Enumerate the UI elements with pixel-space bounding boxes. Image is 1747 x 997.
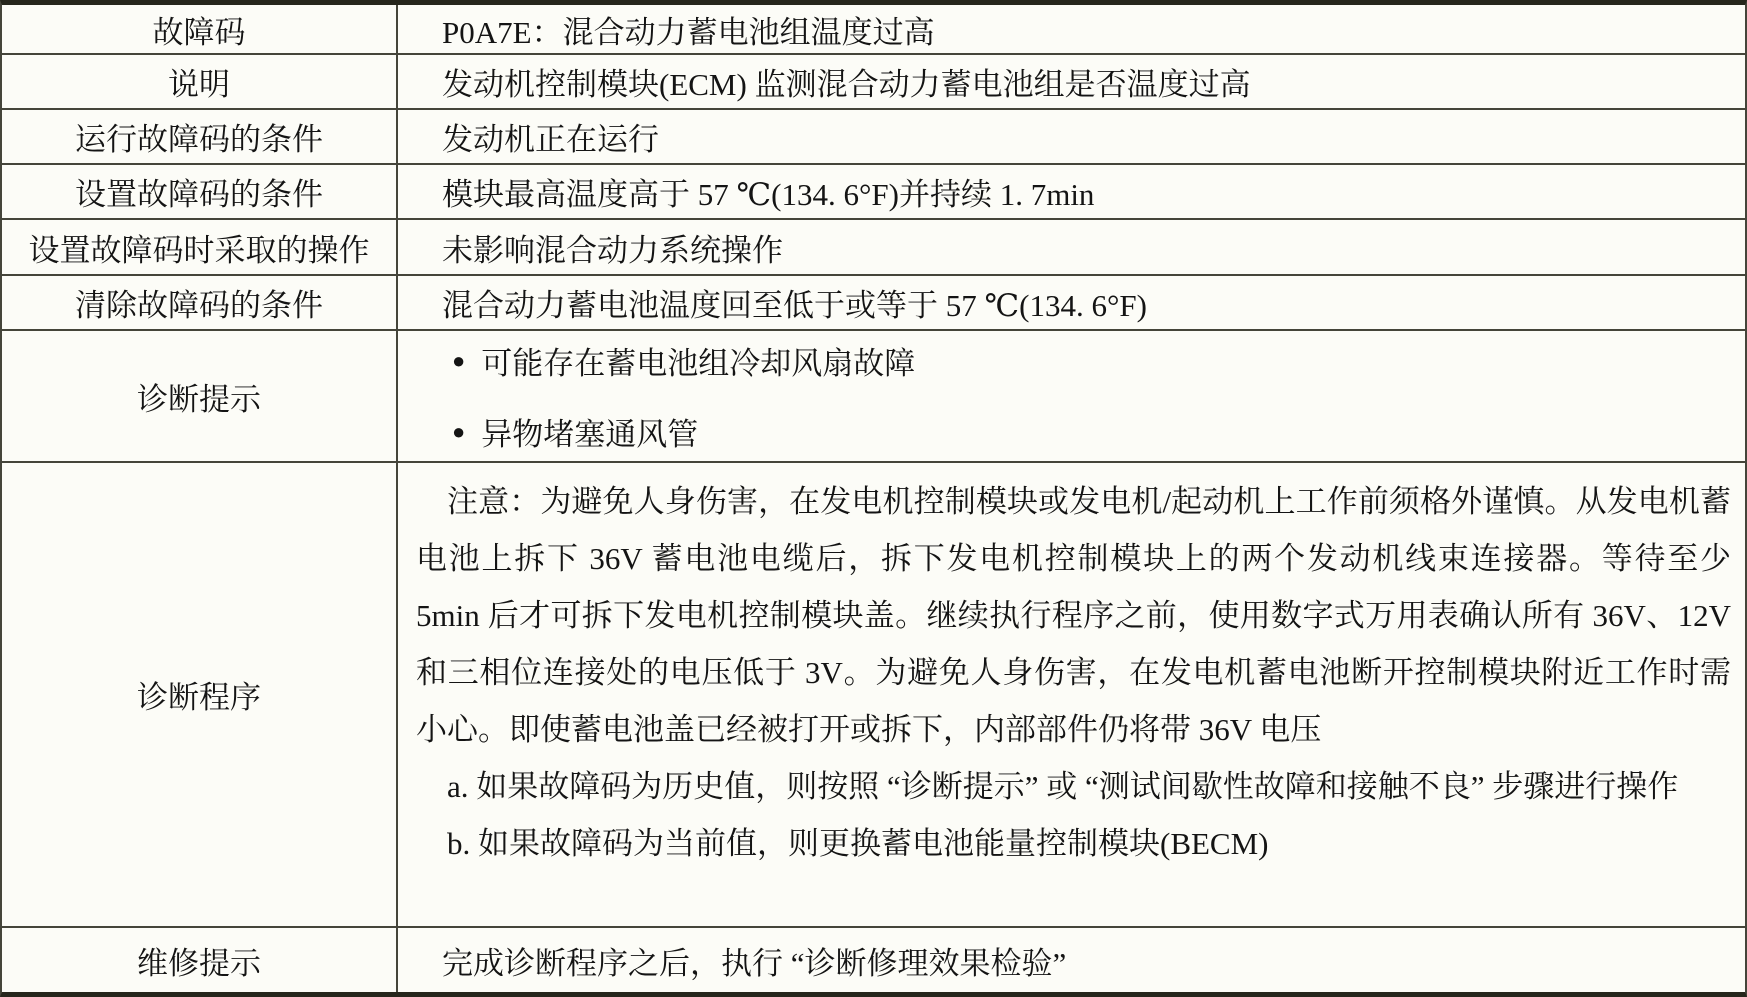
row-value-set-conditions: 模块最高温度高于 57 ℃(134. 6°F)并持续 1. 7min [442, 177, 1095, 212]
bullet-text: 异物堵塞通风管 [481, 417, 699, 452]
row-value-diagnostic-procedure [398, 463, 1745, 926]
table-row [2, 220, 1745, 276]
table-row [2, 331, 1745, 463]
row-label-diagnostic-procedure: 诊断程序 [2, 463, 398, 926]
procedure-step-a: a. 如果故障码为历史值，则按照 “诊断提示” 或 “测试间歇性故障和接触不良” 步骤进行操作 [447, 769, 1679, 804]
row-label-action-taken: 设置故障码时采取的操作 [2, 220, 398, 274]
row-value-run-conditions: 发动机正在运行 [442, 122, 659, 157]
row-label-clear-conditions: 清除故障码的条件 [2, 276, 398, 329]
row-label-run-conditions: 运行故障码的条件 [2, 110, 398, 163]
bullet-icon: ● [452, 347, 466, 373]
bullet-icon: ● [452, 418, 466, 444]
row-value-description: 发动机控制模块(ECM) 监测混合动力蓄电池组是否温度过高 [442, 67, 1251, 102]
procedure-step-b: b. 如果故障码为当前值，则更换蓄电池能量控制模块(BECM) [447, 826, 1269, 861]
row-value-diagnostic-aids [398, 331, 1745, 461]
bullet-text: 可能存在蓄电池组冷却风扇故障 [481, 346, 916, 381]
table-row [2, 110, 1745, 165]
table-row [2, 5, 1745, 55]
table-row [2, 55, 1745, 110]
list-item [452, 338, 1733, 383]
list-item [452, 409, 1733, 454]
table-row [2, 276, 1745, 331]
table-row [2, 165, 1745, 220]
row-value-repair-verification: 完成诊断程序之后，执行 “诊断修理效果检验” [442, 945, 1067, 981]
row-label-set-conditions: 设置故障码的条件 [2, 165, 398, 218]
row-label-dtc-code: 故障码 [2, 5, 398, 53]
table-row [2, 463, 1745, 928]
procedure-caution-paragraph: 注意：为避免人身伤害，在发电机控制模块或发电机/起动机上工作前须格外谨慎。从发电机蓄电池上拆下 36V 蓄电池电缆后，拆下发电机控制模块上的两个发动机线束连接器。等待至少 5min 后才可拆下发电机控制模块盖。继续执行程序之前，使用数字式万用表确认所有 36V、12V 和三相位连接处的电压低于 3V。为避免人身伤害，在发电机蓄电池断开控制模块附近工作时需小心。即使蓄电池盖已经被打开或拆下，内部部件仍将带 36V 电压 [416, 484, 1731, 747]
row-value-action-taken: 未影响混合动力系统操作 [442, 232, 783, 268]
row-value-dtc-code: P0A7E：混合动力蓄电池组温度过高 [442, 14, 935, 50]
row-label-repair-verification: 维修提示 [2, 928, 398, 992]
table-row [2, 928, 1745, 992]
row-label-description: 说明 [2, 55, 398, 108]
row-label-diagnostic-aids: 诊断提示 [2, 331, 398, 461]
row-value-clear-conditions: 混合动力蓄电池温度回至低于或等于 57 ℃(134. 6°F) [442, 288, 1147, 323]
